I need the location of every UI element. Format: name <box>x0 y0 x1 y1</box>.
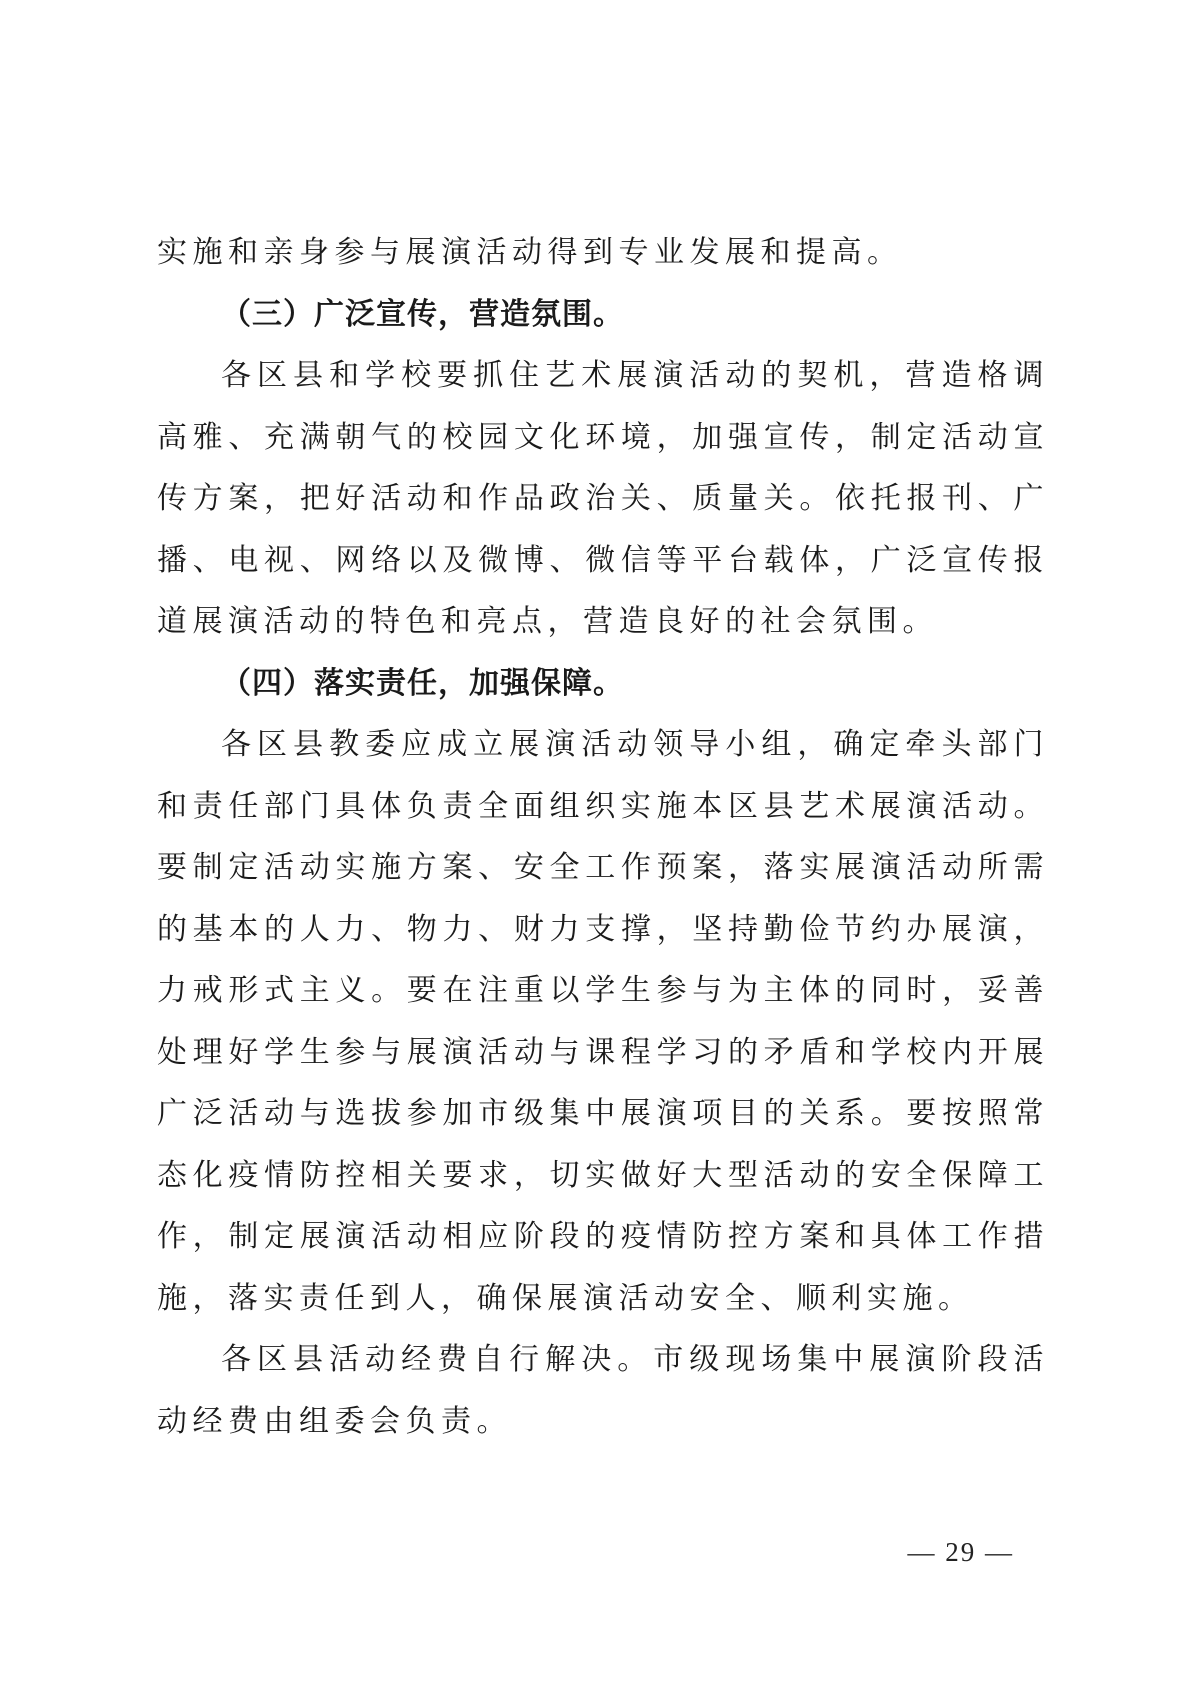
section-heading-3: （三）广泛宣传，营造氛围。 <box>221 296 624 332</box>
paragraph-responsibility: 各区县教委应成立展演活动领导小组，确定牵头部门和责任部门具体负责全面组织实施本区县艺术展演活动。要制定活动实施方案、安全工作预案，落实展演活动所需的基本的人力、物力、财力支撑，坚持勤俭节约办展演，力戒形式主义。要在注重以学生参与为主体的同时，妥善处理好学生参与展演活动与课程学习的矛盾和学校内开展广泛活动与选拔参加市级集中展演项目的关系。要按照常态化疫情防控相关要求，切实做好大型活动的安全保障工作，制定展演活动相应阶段的疫情防控方案和具体工作措施，落实责任到人，确保展演活动安全、顺利实施。 <box>157 727 1049 1316</box>
section-heading-4: （四）落实责任，加强保障。 <box>221 665 624 701</box>
paragraph-publicity: 各区县和学校要抓住艺术展演活动的契机，营造格调高雅、充满朝气的校园文化环境，加强宣传，制定活动宣传方案，把好活动和作品政治关、质量关。依托报刊、广播、电视、网络以及微博、微信等平台载体，广泛宣传报道展演活动的特色和亮点，营造良好的社会氛围。 <box>157 358 1049 639</box>
page-number: — 29 — <box>907 1537 1014 1567</box>
paragraph-continuation: 实施和亲身参与展演活动得到专业发展和提高。 <box>157 235 903 270</box>
document-body <box>157 222 1049 1452</box>
paragraph-funding: 各区县活动经费自行解决。市级现场集中展演阶段活动经费由组委会负责。 <box>157 1342 1049 1439</box>
